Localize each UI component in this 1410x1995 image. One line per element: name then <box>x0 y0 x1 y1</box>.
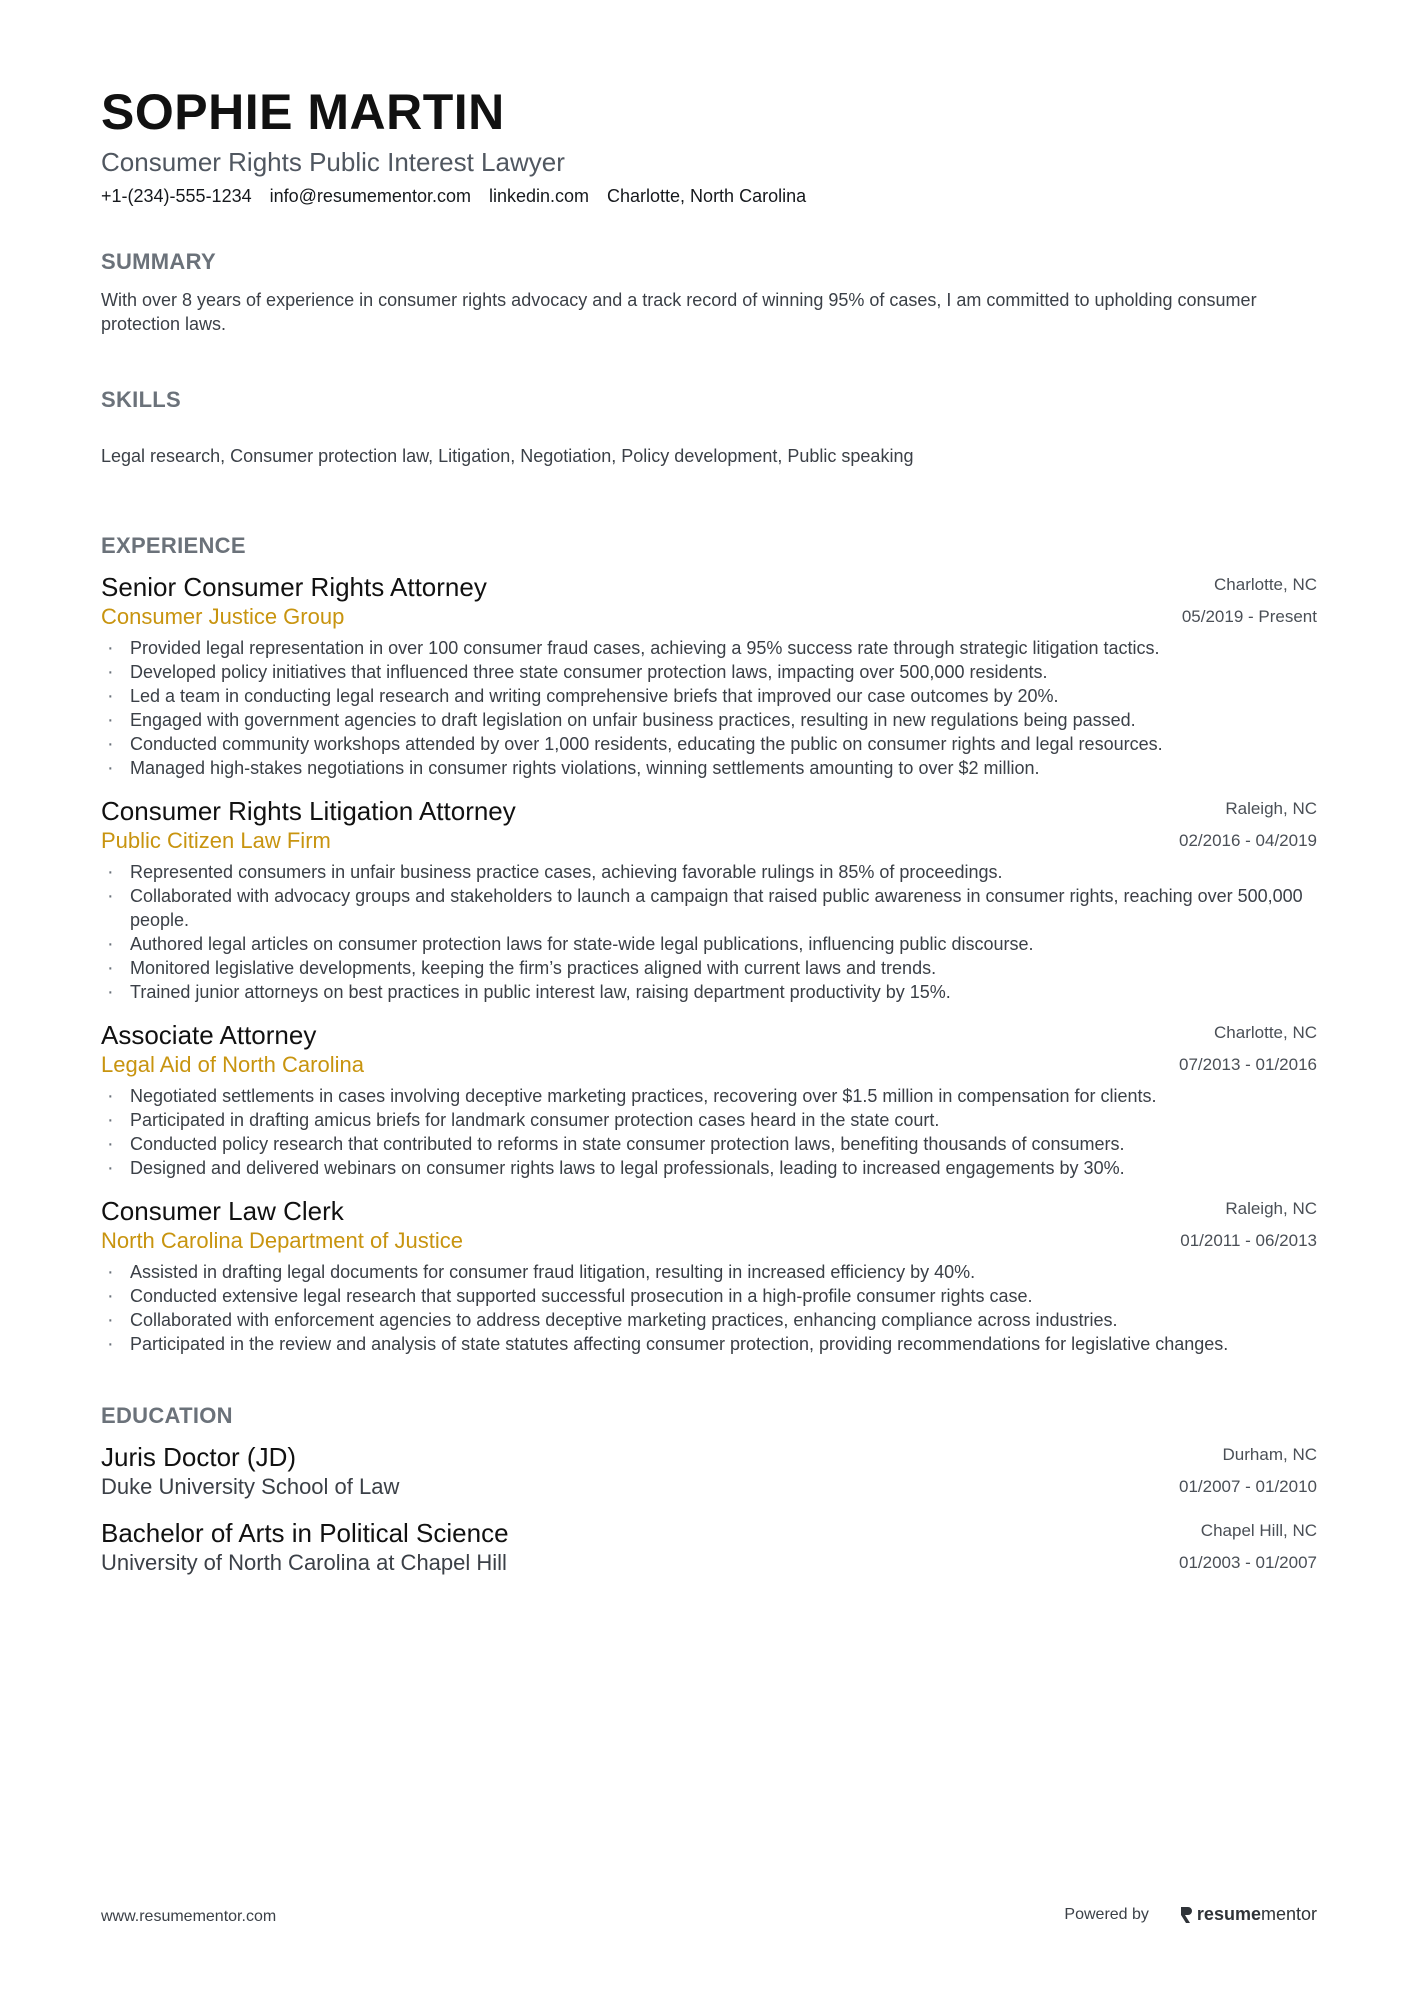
entry-header-row <box>101 1518 1317 1548</box>
powered-by-label: Powered by <box>1064 1905 1149 1923</box>
job-dates: 01/2011 - 06/2013 <box>1180 1231 1317 1250</box>
job-bullet: · Led a team in conducting legal research and writing comprehensive briefs that improved our case outcomes by 20%. <box>101 684 1317 708</box>
entry-header-row <box>101 796 1317 826</box>
section-heading: SKILLS <box>101 387 182 412</box>
contact-linkedin: linkedin.com <box>488 186 590 206</box>
job-bullet: · Trained junior attorneys on best practices in public interest law, raising department productivity by 15%. <box>101 980 1317 1004</box>
experience-entry <box>101 1020 1317 1180</box>
job-bullet: · Conducted community workshops attended by over 1,000 residents, educating the public on consumer rights and legal resources. <box>101 732 1317 756</box>
job-bullets <box>101 636 1317 780</box>
edu-dates: 01/2003 - 01/2007 <box>1178 1553 1317 1572</box>
job-role: Associate Attorney <box>101 1020 317 1050</box>
job-company: Public Citizen Law Firm <box>101 828 331 853</box>
job-company: Consumer Justice Group <box>101 604 345 629</box>
footer-website: www.resumementor.com <box>101 1908 277 1925</box>
skills-section <box>101 386 1317 468</box>
education-entry <box>101 1518 1317 1578</box>
entry-header-row <box>101 1020 1317 1050</box>
experience-entry <box>101 1196 1317 1356</box>
job-location: Raleigh, NC <box>1225 799 1317 818</box>
summary-section <box>101 248 1317 336</box>
job-bullet: · Participated in the review and analysis of state statutes affecting consumer protection, providing recommendations for legislative changes. <box>101 1332 1317 1356</box>
job-location: Charlotte, NC <box>1214 1023 1317 1042</box>
experience-section <box>101 532 1317 1356</box>
job-bullets <box>101 1084 1317 1180</box>
entry-subheader-row <box>101 602 1317 632</box>
job-bullet: · Represented consumers in unfair business practice cases, achieving favorable rulings in 85% of proceedings. <box>101 860 1317 884</box>
brand-name-bold: resume <box>1196 1904 1261 1924</box>
entry-subheader-row <box>101 1548 1317 1578</box>
entry-header-row <box>101 1196 1317 1226</box>
contact-location: Charlotte, North Carolina <box>607 186 807 206</box>
job-bullets <box>101 1260 1317 1356</box>
section-heading: SUMMARY <box>101 249 216 274</box>
edu-location: Durham, NC <box>1222 1445 1317 1464</box>
job-bullet: · Participated in drafting amicus briefs for landmark consumer protection cases heard in the state court. <box>101 1108 1317 1132</box>
summary-text: With over 8 years of experience in consumer rights advocacy and a track record of winning 95% of cases, I am committed to upholding consumer protection laws. <box>101 290 1257 334</box>
edu-school: University of North Carolina at Chapel Hill <box>101 1550 507 1575</box>
job-bullet: · Collaborated with advocacy groups and stakeholders to launch a campaign that raised public awareness in consumer rights, reaching over 500,000 people. <box>101 884 1317 932</box>
education-entry <box>101 1442 1317 1502</box>
education-section <box>101 1402 1317 1578</box>
job-bullet: · Assisted in drafting legal documents for consumer fraud litigation, resulting in increased efficiency by 40%. <box>101 1260 1317 1284</box>
edu-degree: Bachelor of Arts in Political Science <box>101 1518 509 1548</box>
resume-page <box>101 80 1317 1578</box>
job-bullet: · Monitored legislative developments, keeping the firm’s practices aligned with current laws and trends. <box>101 956 1317 980</box>
job-bullet: · Conducted policy research that contributed to reforms in state consumer protection laws, benefiting thousands of consumers. <box>101 1132 1317 1156</box>
job-role: Consumer Law Clerk <box>101 1196 344 1226</box>
contact-line <box>101 184 1317 208</box>
job-location: Raleigh, NC <box>1225 1199 1317 1218</box>
job-location: Charlotte, NC <box>1214 575 1317 594</box>
entry-subheader-row <box>101 1472 1317 1502</box>
edu-degree: Juris Doctor (JD) <box>101 1442 297 1472</box>
experience-entry <box>101 572 1317 780</box>
job-role: Senior Consumer Rights Attorney <box>101 572 487 602</box>
brand-name-light: mentor <box>1260 1904 1317 1924</box>
job-bullet: · Engaged with government agencies to draft legislation on unfair business practices, resulting in new regulations being passed. <box>101 708 1317 732</box>
job-bullet: · Conducted extensive legal research that supported successful prosecution in a high-profile consumer rights case. <box>101 1284 1317 1308</box>
footer-branding <box>1064 1904 1317 1925</box>
job-dates: 05/2019 - Present <box>1181 607 1317 626</box>
job-dates: 02/2016 - 04/2019 <box>1178 831 1317 850</box>
edu-dates: 01/2007 - 01/2010 <box>1178 1477 1317 1496</box>
job-dates: 07/2013 - 01/2016 <box>1178 1055 1317 1074</box>
entry-subheader-row <box>101 1226 1317 1256</box>
brand-logo <box>1179 1904 1317 1925</box>
contact-email: info@resumementor.com <box>269 186 471 206</box>
job-bullet: · Authored legal articles on consumer protection laws for state-wide legal publications, influencing public discourse. <box>101 932 1317 956</box>
job-bullet: · Provided legal representation in over 100 consumer fraud cases, achieving a 95% success rate through strategic litigation tactics. <box>101 636 1317 660</box>
education-list <box>101 1442 1317 1578</box>
skills-text: Legal research, Consumer protection law, Litigation, Negotiation, Policy development, Public speaking <box>101 446 914 466</box>
job-bullets <box>101 860 1317 1004</box>
entry-header-row <box>101 572 1317 602</box>
experience-entry <box>101 796 1317 1004</box>
entry-header-row <box>101 1442 1317 1472</box>
section-heading: EDUCATION <box>101 1403 233 1428</box>
job-role: Consumer Rights Litigation Attorney <box>101 796 516 826</box>
job-bullet: · Developed policy initiatives that influenced three state consumer protection laws, impacting over 500,000 residents. <box>101 660 1317 684</box>
candidate-title: Consumer Rights Public Interest Lawyer <box>101 147 565 177</box>
experience-list <box>101 572 1317 1356</box>
job-bullet: · Designed and delivered webinars on consumer rights laws to legal professionals, leading to increased engagements by 30%. <box>101 1156 1317 1180</box>
entry-subheader-row <box>101 826 1317 856</box>
contact-phone: +1-(234)-555-1234 <box>101 186 252 206</box>
edu-location: Chapel Hill, NC <box>1200 1521 1317 1540</box>
job-company: Legal Aid of North Carolina <box>101 1052 364 1077</box>
section-heading: EXPERIENCE <box>101 533 246 558</box>
edu-school: Duke University School of Law <box>101 1474 400 1499</box>
candidate-name: SOPHIE MARTIN <box>101 84 505 140</box>
job-bullet: · Negotiated settlements in cases involving deceptive marketing practices, recovering over $1.5 million in compensation for clients. <box>101 1084 1317 1108</box>
job-company: North Carolina Department of Justice <box>101 1228 463 1253</box>
job-bullet: · Collaborated with enforcement agencies to address deceptive marketing practices, enhancing compliance across industries. <box>101 1308 1317 1332</box>
job-bullet: · Managed high-stakes negotiations in consumer rights violations, winning settlements amounting to over $2 million. <box>101 756 1317 780</box>
entry-subheader-row <box>101 1050 1317 1080</box>
brand-logo-icon <box>1179 1906 1193 1924</box>
